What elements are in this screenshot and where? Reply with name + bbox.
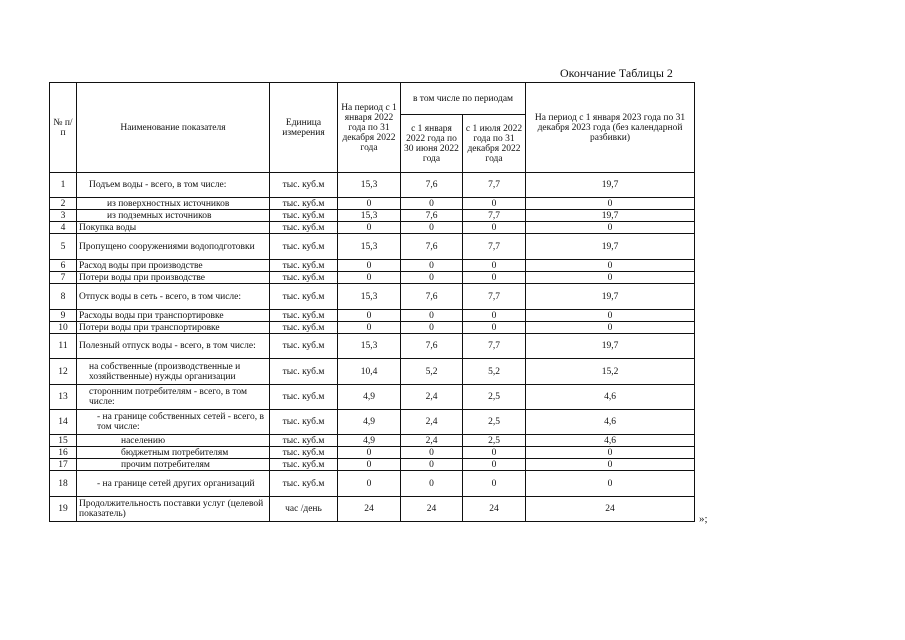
row-value-2022: 4,9 [338,435,401,447]
row-value-h2: 24 [463,497,526,522]
row-value-2022: 15,3 [338,234,401,260]
row-num: 15 [50,435,77,447]
row-name: бюджетным потребителям [77,447,270,459]
table-row [50,260,695,272]
row-value-h1: 0 [401,471,463,497]
row-value-2023: 0 [526,222,695,234]
row-value-2022: 0 [338,198,401,210]
row-unit: тыс. куб.м [270,359,338,385]
row-value-2022: 15,3 [338,284,401,310]
row-name: Пропущено сооружениями водоподготовки [77,234,270,260]
row-value-2023: 0 [526,310,695,322]
row-name: - на границе сетей других организаций [77,471,270,497]
header-incl-periods: в том числе по периодам [401,83,526,115]
row-value-h2: 0 [463,471,526,497]
row-name: сторонним потребителям - всего, в том числе: [77,385,270,410]
row-value-2023: 19,7 [526,334,695,359]
row-value-h1: 5,2 [401,359,463,385]
row-value-2022: 0 [338,471,401,497]
table-row [50,173,695,198]
row-value-h1: 0 [401,322,463,334]
table-row [50,359,695,385]
row-unit: тыс. куб.м [270,198,338,210]
row-value-2023: 0 [526,198,695,210]
table-row [50,435,695,447]
row-value-2023: 4,6 [526,385,695,410]
row-num: 6 [50,260,77,272]
row-unit: тыс. куб.м [270,222,338,234]
row-num: 19 [50,497,77,522]
row-num: 14 [50,410,77,435]
row-value-h2: 7,7 [463,234,526,260]
row-name: населению [77,435,270,447]
row-value-h2: 7,7 [463,284,526,310]
row-num: 13 [50,385,77,410]
row-unit: тыс. куб.м [270,234,338,260]
row-value-h1: 0 [401,260,463,272]
row-name: Потери воды при транспортировке [77,322,270,334]
row-value-h1: 7,6 [401,334,463,359]
row-unit: тыс. куб.м [270,260,338,272]
row-value-2023: 0 [526,272,695,284]
row-name: Расходы воды при транспортировке [77,310,270,322]
row-value-h2: 0 [463,322,526,334]
table-row [50,198,695,210]
row-num: 4 [50,222,77,234]
row-num: 5 [50,234,77,260]
table-row [50,459,695,471]
row-value-h1: 0 [401,447,463,459]
closing-quote-mark: »; [699,513,708,525]
row-name: Полезный отпуск воды - всего, в том числе: [77,334,270,359]
row-value-h1: 0 [401,272,463,284]
row-value-2022: 0 [338,260,401,272]
header-period-2023: На период с 1 января 2023 года по 31 декабря 2023 года (без календарной разбивки) [526,83,695,173]
row-value-h2: 5,2 [463,359,526,385]
table-row [50,272,695,284]
row-value-2022: 24 [338,497,401,522]
row-name: из подземных источников [77,210,270,222]
row-unit: тыс. куб.м [270,310,338,322]
row-unit: тыс. куб.м [270,459,338,471]
row-value-2023: 4,6 [526,435,695,447]
row-num: 9 [50,310,77,322]
row-value-h2: 0 [463,260,526,272]
row-unit: час /день [270,497,338,522]
row-value-h1: 2,4 [401,435,463,447]
row-unit: тыс. куб.м [270,410,338,435]
row-num: 16 [50,447,77,459]
row-value-h2: 0 [463,459,526,471]
row-name: - на границе собственных сетей - всего, в том числе: [77,410,270,435]
row-num: 8 [50,284,77,310]
row-value-2023: 19,7 [526,173,695,198]
row-unit: тыс. куб.м [270,322,338,334]
header-name: Наименование показателя [77,83,270,173]
row-value-2023: 15,2 [526,359,695,385]
table-caption: Окончание Таблицы 2 [560,66,673,80]
row-unit: тыс. куб.м [270,173,338,198]
row-value-2023: 19,7 [526,234,695,260]
row-value-2022: 0 [338,222,401,234]
table-row [50,222,695,234]
header-num: № п/п [50,83,77,173]
row-num: 11 [50,334,77,359]
row-value-h1: 0 [401,310,463,322]
row-num: 3 [50,210,77,222]
row-unit: тыс. куб.м [270,385,338,410]
header-period-2022: На период с 1 января 2022 года по 31 декабря 2022 года [338,83,401,173]
row-value-h1: 24 [401,497,463,522]
row-value-h2: 2,5 [463,410,526,435]
row-value-h1: 7,6 [401,210,463,222]
row-unit: тыс. куб.м [270,435,338,447]
row-unit: тыс. куб.м [270,210,338,222]
row-unit: тыс. куб.м [270,334,338,359]
row-name: Отпуск воды в сеть - всего, в том числе: [77,284,270,310]
row-value-2022: 0 [338,310,401,322]
row-name: из поверхностных источников [77,198,270,210]
row-value-2022: 0 [338,272,401,284]
row-value-h1: 2,4 [401,410,463,435]
table-row [50,447,695,459]
row-num: 7 [50,272,77,284]
row-value-h2: 2,5 [463,435,526,447]
row-value-h2: 0 [463,198,526,210]
row-name: Потери воды при производстве [77,272,270,284]
row-name: Подъем воды - всего, в том числе: [77,173,270,198]
row-value-h2: 2,5 [463,385,526,410]
row-value-h2: 7,7 [463,334,526,359]
row-value-2023: 0 [526,459,695,471]
row-num: 10 [50,322,77,334]
row-name: Покупка воды [77,222,270,234]
row-value-h1: 7,6 [401,284,463,310]
row-value-2022: 0 [338,322,401,334]
table-row [50,497,695,522]
row-value-h1: 7,6 [401,234,463,260]
table-row [50,471,695,497]
row-name: на собственные (производственные и хозяйственные) нужды организации [77,359,270,385]
row-value-2022: 4,9 [338,385,401,410]
row-value-2023: 0 [526,471,695,497]
row-value-2022: 15,3 [338,210,401,222]
header-unit: Единица измерения [270,83,338,173]
row-value-h1: 0 [401,459,463,471]
row-unit: тыс. куб.м [270,447,338,459]
table-row [50,385,695,410]
row-name: Продолжительность поставки услуг (целевой показатель) [77,497,270,522]
row-num: 17 [50,459,77,471]
row-name: Расход воды при производстве [77,260,270,272]
header-first-half: с 1 января 2022 года по 30 июня 2022 года [401,115,463,173]
row-value-2023: 19,7 [526,210,695,222]
row-value-2023: 0 [526,260,695,272]
row-num: 2 [50,198,77,210]
table-row [50,334,695,359]
row-unit: тыс. куб.м [270,272,338,284]
row-value-2022: 10,4 [338,359,401,385]
row-value-h1: 0 [401,198,463,210]
row-num: 18 [50,471,77,497]
row-value-h2: 0 [463,222,526,234]
row-value-2022: 0 [338,459,401,471]
row-num: 12 [50,359,77,385]
table-row [50,310,695,322]
row-value-2022: 0 [338,447,401,459]
row-value-2022: 15,3 [338,334,401,359]
table-row [50,284,695,310]
row-value-h2: 7,7 [463,173,526,198]
row-value-h2: 0 [463,447,526,459]
row-value-h2: 0 [463,272,526,284]
row-value-2023: 0 [526,447,695,459]
table-row [50,210,695,222]
row-value-h1: 7,6 [401,173,463,198]
row-value-h1: 0 [401,222,463,234]
row-unit: тыс. куб.м [270,284,338,310]
table-row [50,410,695,435]
table-row [50,322,695,334]
water-indicators-table [49,82,695,522]
row-unit: тыс. куб.м [270,471,338,497]
row-value-2023: 0 [526,322,695,334]
row-value-h1: 2,4 [401,385,463,410]
table-row [50,234,695,260]
row-value-2022: 4,9 [338,410,401,435]
row-value-2023: 19,7 [526,284,695,310]
row-value-h2: 0 [463,310,526,322]
row-value-2023: 24 [526,497,695,522]
header-second-half: с 1 июля 2022 года по 31 декабря 2022 года [463,115,526,173]
row-value-2022: 15,3 [338,173,401,198]
row-value-h2: 7,7 [463,210,526,222]
row-num: 1 [50,173,77,198]
row-name: прочим потребителям [77,459,270,471]
row-value-2023: 4,6 [526,410,695,435]
